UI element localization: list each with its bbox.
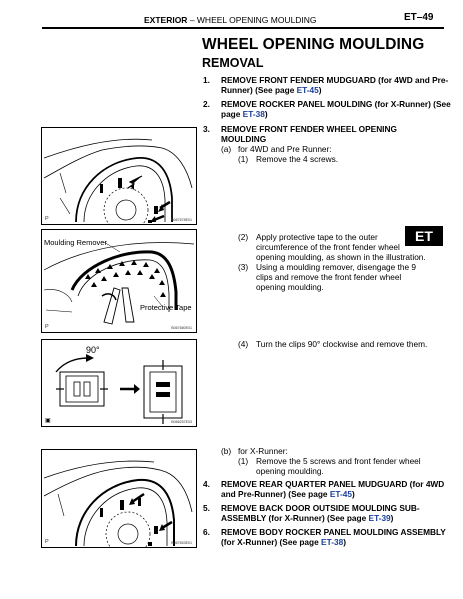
page-number: ET–49 (404, 12, 434, 23)
step-end: ) (343, 537, 346, 547)
substep-b-label: (b) (221, 446, 232, 456)
figure-p-mark: P (45, 216, 49, 222)
step-text: REMOVE FRONT FENDER WHEEL OPENING MOULDING (221, 124, 397, 144)
header-section-rest: – WHEEL OPENING MOULDING (187, 15, 317, 25)
step-label: REMOVE BACK DOOR OUTSIDE MOULDING SUB-ASSEMBLY (for X-Runner) (See page (221, 503, 420, 523)
page-reference-link[interactable]: ET-45 (296, 85, 319, 95)
step-end: ) (264, 109, 268, 119)
step-5 (203, 503, 455, 525)
step-number: 3. (203, 124, 210, 134)
step-1 (203, 75, 455, 97)
figure-code: B067680E01 (171, 326, 192, 330)
page-reference-link[interactable]: ET-39 (368, 513, 391, 523)
step-number: 6. (203, 527, 210, 537)
xrunner-fender-illustration (42, 450, 196, 547)
rotation-arrow-icon (86, 354, 94, 362)
substep-b1-text: Remove the 5 screws and front fender wheel opening moulding. (256, 456, 421, 476)
figure-code: B067653E01 (171, 541, 192, 545)
figure-clip-rotation (41, 339, 197, 427)
moulding-remover-tool-icon (102, 288, 134, 324)
step-2 (203, 99, 455, 121)
figure-code: B066257E03 (171, 420, 192, 424)
figure-code: B067678E01 (171, 218, 192, 222)
step-number: 5. (203, 503, 210, 513)
step-3 (203, 124, 455, 146)
rotation-angle-label: 90° (86, 345, 100, 355)
page-reference-link[interactable]: ET-38 (242, 109, 265, 119)
label-protective-tape: Protective Tape (140, 303, 192, 312)
step-end: ) (390, 513, 394, 523)
et-section-tab: ET (405, 226, 443, 246)
substep-a1-text: Remove the 4 screws. (256, 154, 339, 164)
substep-a2-text: Apply protective tape to the outer circumference of the front fender wheel opening moulding, as shown in the illustration. (256, 232, 426, 262)
section-subtitle: REMOVAL (202, 56, 264, 70)
substep-a4-label: (4) (238, 339, 249, 349)
step-label: REMOVE REAR QUARTER PANEL MUDGUARD (for 4WD and Pre-Runner) (See page (221, 479, 445, 499)
label-moulding-remover: Moulding Remover (44, 238, 107, 247)
step-text (221, 75, 453, 95)
substep-a1-label: (1) (238, 154, 249, 164)
header-section-bold: EXTERIOR (144, 15, 188, 25)
page-reference-link[interactable]: ET-45 (329, 489, 352, 499)
step-text (221, 99, 453, 119)
step-text (221, 527, 453, 547)
substep-b1-label: (1) (238, 456, 249, 466)
fender-screws-illustration (42, 128, 196, 224)
clip-rotation-illustration (42, 340, 196, 426)
step-end: ) (351, 489, 355, 499)
clip-side-view-icon (144, 360, 182, 424)
header-divider (42, 27, 444, 29)
step-text (221, 479, 453, 499)
substep-a3-label: (3) (238, 262, 249, 272)
pointer-arrow-icon (120, 384, 140, 394)
step-end: ) (318, 85, 322, 95)
header-section-title (144, 15, 317, 25)
substep-a-label: (a) (221, 144, 232, 154)
substep-a-text: for 4WD and Pre Runner: (238, 144, 332, 154)
figure-xrunner-fender (41, 449, 197, 548)
substep-a2-label: (2) (238, 232, 249, 242)
page-reference-link[interactable]: ET-38 (321, 537, 344, 547)
step-4 (203, 479, 455, 501)
figure-moulding-remover (41, 229, 197, 333)
page-title: WHEEL OPENING MOULDING (202, 36, 425, 53)
figure-marker-icon: ▣ (45, 418, 51, 424)
step-number: 1. (203, 75, 210, 85)
step-number: 2. (203, 99, 210, 109)
substep-b-text: for X-Runner: (238, 446, 288, 456)
figure-fender-screws (41, 127, 197, 225)
step-6 (203, 527, 455, 549)
figure-p-mark: P (45, 324, 49, 330)
step-label: REMOVE BODY ROCKER PANEL MOULDING ASSEMBLY (for X-Runner) (See page (221, 527, 446, 547)
step-label: REMOVE FRONT FENDER MUDGUARD (for 4WD and Pre-Runner) (See page (221, 75, 449, 95)
substep-a3-text: Using a moulding remover, disengage the 9 clips and remove the front fender wheel opening moulding. (256, 262, 417, 292)
substep-a4-text: Turn the clips 90° clockwise and remove them. (256, 339, 428, 349)
step-label: REMOVE ROCKER PANEL MOULDING (for X-Runner) (See page (221, 99, 451, 119)
step-text (221, 503, 453, 523)
clip-front-view-icon (56, 372, 108, 406)
figure-p-mark: P (45, 539, 49, 545)
step-number: 4. (203, 479, 210, 489)
